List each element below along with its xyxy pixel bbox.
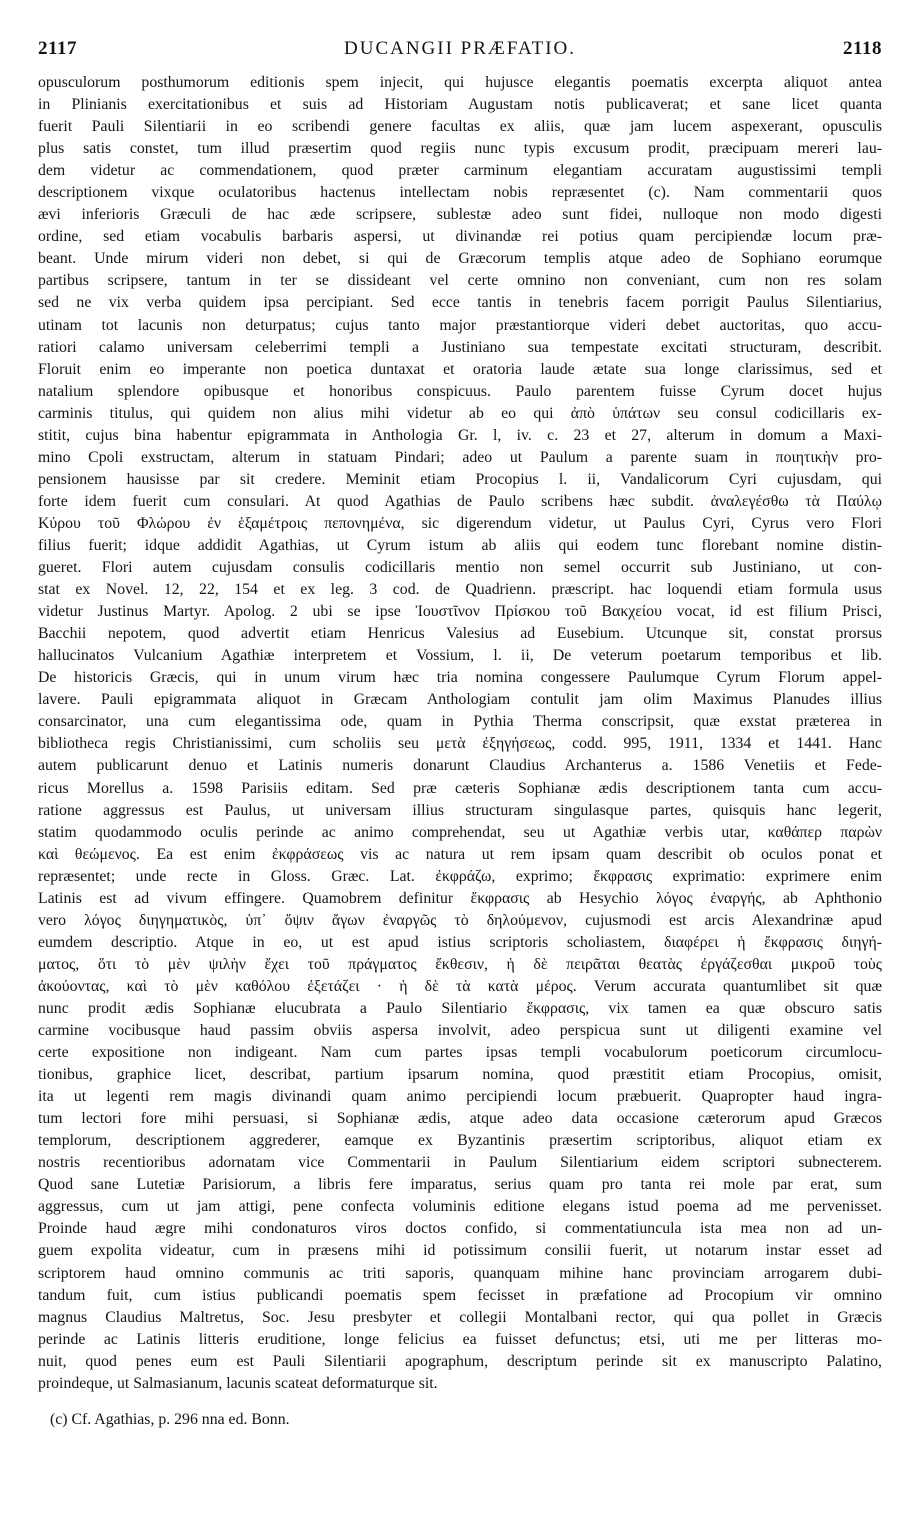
text-line: De historicis Græcis, qui in unum virum hæc tria nomina congessere Paulumque Cyrum Florum appel- [38,669,882,687]
text-line: hallucinatos Vulcanium Agathiæ interpretem et Vossium, l. ii, De veterum poetarum temporibus et lib. [38,647,882,665]
text-line: Floruit enim eo imperante non poetica duntaxat et oratoria laude ætate sua longe clarissimus, sed et [38,360,882,378]
text-line: ἀκούοντας, καὶ τὸ μὲν καθόλου ἐξετάζει · ἡ δὲ τὰ κατὰ μέρος. Verum accurata quantumlibet sit quæ [38,977,882,995]
text-line: mino Cpoli exstructam, alterum in statuam Pindari; adeo ut Paulum a parente suam in ποιητικὴν pro- [38,448,882,466]
text-line: Latinis est ad vivum effingere. Quamobrem definitur ἔκφρασις ab Hesychio λόγος ἐναργής, ab Aphthonio [38,889,882,907]
text-line: repræsentet; unde recte in Gloss. Græc. Lat. ἐκφράζω, exprimo; ἔκφρασις exprimatio: exprimere enim [38,867,882,885]
text-line: statim quodammodo oculis perinde ac animo comprehendat, seu ut Agathiæ verbis utar, καθάπερ παρὼν [38,823,882,841]
text-line: ævi inferioris Græculi de hac æde scripsere, sublestæ adeo sunt fidei, nulloque non modo digesti [38,206,882,224]
text-line: magnus Claudius Maltretus, Soc. Jesu presbyter et collegii Montalbani rector, qui qua pollet in Græcis [38,1308,882,1326]
text-line: opusculorum posthumorum editionis spem injecit, qui hujusce elegantis poematis excerpta aliquot antea [38,74,882,91]
text-line: certe expositione non indigeant. Nam cum partes ipsas templi vocabulorum poeticorum circumlocu- [38,1044,882,1062]
text-line: scriptorem haud omnino communis ac triti saporis, quanquam mihine hanc provinciam arrogarem dubi- [38,1264,882,1282]
text-line: filius fuerit; idque addidit Agathias, ut Cyrum istum ab aliis qui eodem tunc florebant nomine distin- [38,536,882,554]
text-line: gueret. Flori autem cujusdam consulis codicillaris mentio non semel occurrit sub Justiniano, ut con- [38,559,882,577]
text-line: tionibus, graphice licet, describat, partium ipsarum nomina, quod præstitit etiam Procopius, omisit, [38,1066,882,1084]
column-number-left: 2117 [38,38,77,59]
footnote: (c) Cf. Agathias, p. 296 nna ed. Bonn. [50,1410,290,1428]
text-line: proindeque, ut Salmasianum, lacunis scateat deformaturque sit. [38,1374,438,1392]
text-line: sed ne vix verba quidem ipsa percipiant. Sed ecce tantis in tenebris facem porrigit Paulus Silentiarius, [38,294,882,312]
text-line: descriptionem vixque oculatoribus hactenus intellectam nobis repræsentet (c). Nam commentarii quos [38,184,882,202]
text-line: partibus scripsere, tantum in ter se dissideant vel certe omnino non conveniant, cum non res solam [38,272,882,290]
text-line: vero λόγος διηγηματικὸς, ὑπ᾽ ὄψιν ἄγων ἐναργῶς τὸ δηλούμενον, cujusmodi est arcis Alexandrinæ apud [38,911,882,929]
text-line: lavere. Pauli epigrammata aliquot in Græcam Anthologiam contulit jam olim Maximus Planudes illius [38,691,882,709]
text-line: carminis titulus, qui quidem non alius mihi videtur ab eo qui ἀπὸ ὑπάτων seu consul codicillaris ex- [38,404,882,422]
text-line: nostris recentioribus adornatam vice Commentarii in Paulum Silentiarium eidem scriptori subnecterem. [38,1154,882,1172]
text-line: ordine, sed etiam vocabulis barbaris aspersi, ut divinandæ rei potius quam percipiendæ locum præ- [38,228,882,246]
text-line: dem videtur ac commendationem, quod præter carminum elegantiam accuratam augustissimi templi [38,162,882,180]
text-line: Bacchii nepotem, quod advertit etiam Henricus Valesius ad Eusebium. Utcunque sit, constat prorsus [38,625,882,643]
page-title: DUCANGII PRÆFATIO. [344,38,576,59]
body-text [38,72,882,1395]
text-line: ματος, ὅτι τὸ μὲν ψιλὴν ἔχει τοῦ πράγματος ἔκθεσιν, ἡ δὲ πειρᾶται θεατὰς ἐργάζεσθαι μικροῦ τοὺς [38,955,882,973]
text-line: fuerit Pauli Silentiarii in eo scribendi genere facultas ex aliis, quæ jam lucem aspexerant, opusculis [38,118,882,136]
text-line: guem expolita videatur, cum in præsens mihi id potissimum consilii fuerit, ut notarum instar esset ad [38,1242,882,1260]
column-number-right: 2118 [843,38,882,59]
text-line: tum lectori fore mihi persuasi, si Sophianæ ædis, atque adeo data occasione cæterorum apud Græcos [38,1110,882,1128]
text-line: stat ex Novel. 12, 22, 154 et ex leg. 3 cod. de Quadrienn. præscript. hac loquendi etiam formula usus [38,581,882,599]
text-line: beant. Unde mirum videri non debet, si qui de Græcorum templis atque adeo de Sophiano eorumque [38,250,882,268]
text-line: pensionem hausisse par sit credere. Meminit etiam Procopius l. ii, Vandalicorum Cyri cujusdam, qui [38,470,882,488]
text-line: ita ut legenti rem magis divinandi quam animo percipiendi locum præbuerit. Quapropter haud ingra- [38,1088,882,1106]
text-line: in Plinianis exercitationibus et suis ad Historiam Augustam notis publicaverat; et sane licet quanta [38,96,882,114]
text-line: natalium splendore opibusque et honoribus conspicuus. Paulo parentem fuisse Cyrum docet hujus [38,382,882,400]
text-line: carmine vocibusque haud passim obviis aspersa involvit, adeo perspicua sunt ut diligenti examine vel [38,1022,882,1040]
text-line: ratiori calamo universam celeberrimi templi a Justiniano sua tempestate excitati structuram, describit. [38,338,882,356]
text-line: templorum, descriptionem aggrederer, eamque ex Byzantinis præsertim scriptoribus, aliquot etiam ex [38,1132,882,1150]
text-line: forte idem fuerit cum consulari. At quod Agathias de Paulo scribens hæc subdit. ἀναλεγέσθω τὰ Παύλῳ [38,492,882,510]
text-line: ratione aggressus est Paulus, ut universam illius structuram singulasque partes, quisquis hanc legerit, [38,801,882,819]
text-line: nunc prodit ædis Sophianæ elucubrata a Paulo Silentiario ἔκφρασις, vix tamen ea quæ obscuro satis [38,999,882,1017]
text-line: stitit, cujus bina habentur epigrammata in Anthologia Gr. l, iv. c. 23 et 27, alterum in domum a Maxi- [38,426,882,444]
text-line: Κύρου τοῦ Φλώρου ἐν ἑξαμέτροις πεπονημένα, sic digerendum videtur, ut Paulus Cyri, Cyrus vero Flori [38,514,882,532]
text-line: perinde ac Latinis litteris eruditione, longe felicius ea fuisset defunctus; etsi, uti me per litteras mo- [38,1330,882,1348]
text-line: autem publicarunt denuo et Latinis numeris donarunt Claudius Archanterus a. 1586 Venetiis et Fede- [38,757,882,775]
text-line: Proinde haud ægre mihi condonaturos viros doctos confido, si commentatiuncula ista mea non ad un- [38,1220,882,1238]
text-line: nuit, quod penes eum est Pauli Silentiarii apographum, descriptum perinde sit ex manuscripto Palatino, [38,1352,882,1370]
text-line: καὶ θεώμενος. Ea est enim ἐκφράσεως vis ac natura ut rem ipsam quam describit ob oculos ponat et [38,845,882,863]
text-line: consarcinator, una cum elegantissima ode, quam in Pythia Therma conscripsit, quæ exstat præterea in [38,713,882,731]
text-line: tandum fuit, cum istius publicandi poematis spem fecisset in præfatione ad Procopium vir omnino [38,1286,882,1304]
text-line: ricus Morellus a. 1598 Parisiis editam. Sed præ cæteris Sophianæ ædis descriptionem tanta cum accu- [38,779,882,797]
text-line: Quod sane Lutetiæ Parisiorum, a libris fere imparatus, serius quam pro tanta rei mole par erat, sum [38,1176,882,1194]
text-line: aggressus, cum ut jam attigi, pene confecta voluminis editione elegans istud poema ad me pervenisset. [38,1198,882,1216]
text-line: eumdem descriptio. Atque in eo, ut est apud istius scriptoris scholiastem, διαφέρει ἡ ἔκφρασις διηγή- [38,933,882,951]
text-line: utinam tot lacunis non deturpatus; cujus tanto major præstantiorque videri debet auctoritas, quo accu- [38,316,882,334]
text-line: videtur Justinus Martyr. Apolog. 2 ubi se ipse Ἰουστῖνον Πρίσκου τοῦ Βακχείου vocat, id est filium Prisci, [38,603,882,621]
text-line: plus satis constet, tum illud præsertim quod regiis nunc typis excusum prodit, præcipuam mereri lau- [38,140,882,158]
running-head [38,38,882,72]
text-line: bibliotheca regis Christianissimi, cum scholiis seu μετὰ ἐξηγήσεως, codd. 995, 1911, 1334 et 1441. Hanc [38,735,882,753]
